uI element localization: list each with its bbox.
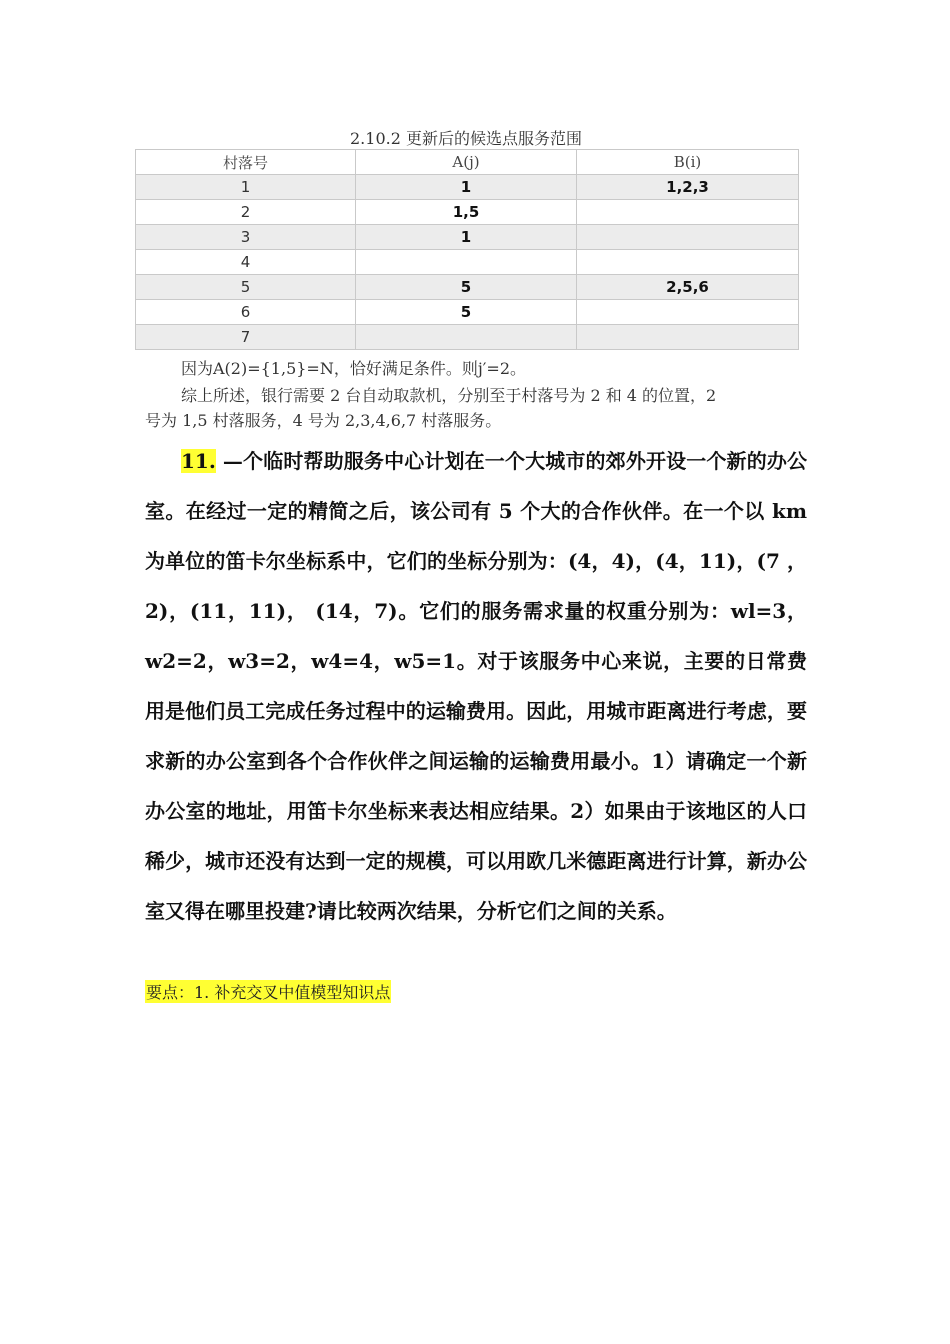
cell-a: 1,5	[356, 200, 577, 225]
col-header-village: 村落号	[136, 150, 356, 175]
cell-village: 2	[136, 200, 356, 225]
table-row	[136, 300, 799, 325]
cell-a	[356, 325, 577, 350]
cell-b	[577, 225, 799, 250]
service-range-table	[135, 149, 799, 350]
cell-village: 7	[136, 325, 356, 350]
keypoint-note: 要点：1. 补充交叉中值模型知识点	[145, 980, 391, 1003]
table-row	[136, 325, 799, 350]
problem-text: —个临时帮助服务中心计划在一个大城市的郊外开设一个新的办公室。在经过一定的精简之后，该公司有 5 个大的合作伙伴。在一个以 km 为单位的笛卡尔坐标系中，它们的坐标分别为：(4，4)，(4，11)，(7 ，2)，(11，11)， (14，7)。它们的服务需求量的权重分别为：wl=3，w2=2，w3=2，w4=4，w5=1。对于该服务中心来说，主要的日常费用是他们员工完成任务过程中的运输费用。因此，用城市距离进行考虑，要求新的办公室到各个合作伙伴之间运输的运输费用最小。1）请确定一个新办公室的地址，用笛卡尔坐标来表达相应结果。2）如果由于该地区的人口稀少，城市还没有达到一定的规模，可以用欧几米德距离进行计算，新办公室又得在哪里投建?请比较两次结果，分析它们之间的关系。	[145, 449, 807, 923]
cell-b: 2,5,6	[577, 275, 799, 300]
cell-a: 1	[356, 225, 577, 250]
cell-village: 4	[136, 250, 356, 275]
table-row	[136, 200, 799, 225]
cell-a: 5	[356, 300, 577, 325]
cell-b	[577, 250, 799, 275]
table-row	[136, 175, 799, 200]
cell-village: 6	[136, 300, 356, 325]
table-row	[136, 225, 799, 250]
cell-b	[577, 200, 799, 225]
cell-village: 5	[136, 275, 356, 300]
cell-a: 1	[356, 175, 577, 200]
conclusion-line-1: 因为A(2)={1,5}=N，恰好满足条件。则j′=2。	[181, 359, 527, 378]
problem-11-paragraph	[145, 436, 807, 936]
problem-number: 11.	[181, 449, 216, 473]
conclusion-line-2: 综上所述，银行需要 2 台自动取款机，分别至于村落号为 2 和 4 的位置，2	[181, 386, 717, 405]
cell-village: 1	[136, 175, 356, 200]
table-row	[136, 250, 799, 275]
col-header-b: B(i)	[577, 150, 799, 175]
cell-b	[577, 325, 799, 350]
table-header-row	[136, 150, 799, 175]
col-header-a: A(j)	[356, 150, 577, 175]
cell-b: 1,2,3	[577, 175, 799, 200]
table-row	[136, 275, 799, 300]
cell-village: 3	[136, 225, 356, 250]
cell-b	[577, 300, 799, 325]
cell-a: 5	[356, 275, 577, 300]
conclusion-line-3: 号为 1,5 村落服务，4 号为 2,3,4,6,7 村落服务。	[145, 411, 502, 430]
table-caption: 2.10.2 更新后的候选点服务范围	[350, 129, 582, 148]
cell-a	[356, 250, 577, 275]
